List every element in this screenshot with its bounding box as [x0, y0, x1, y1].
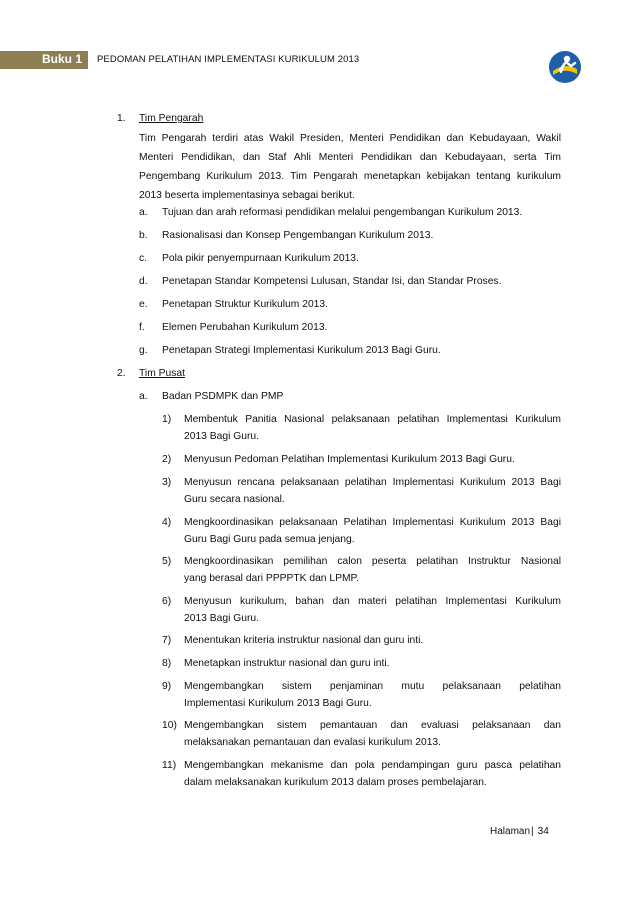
list-item-letter: d. [139, 276, 148, 287]
numbered-item-number: 3) [162, 477, 172, 488]
page-number: 34 [537, 826, 549, 837]
header-title: PEDOMAN PELATIHAN IMPLEMENTASI KURIKULUM 2013 [97, 54, 360, 65]
numbered-item-line: yang berasal dari PPPPTK dan LPMP. [184, 573, 359, 584]
list-item-letter: b. [139, 230, 148, 241]
numbered-item-line: 2013 Bagi Guru. [184, 613, 259, 624]
list-item-text: Tujuan dan arah reformasi pendidikan melalui pengembangan Kurikulum 2013. [162, 207, 523, 218]
numbered-item-number: 4) [162, 517, 172, 528]
tut-wuri-handayani-logo-icon [548, 50, 582, 84]
numbered-item-line: Menyusun rencana pelaksanaan pelatihan Implementasi Kurikulum 2013 Bagi [184, 477, 561, 488]
numbered-item-line: Guru secara nasional. [184, 494, 285, 505]
list-item-letter: g. [139, 345, 148, 356]
numbered-item-line: Mengembangkan sistem penjaminan mutu pelaksanaan pelatihan [184, 681, 561, 692]
numbered-item-number: 1) [162, 414, 172, 425]
numbered-item-line: Menyusun Pedoman Pelatihan Implementasi Kurikulum 2013 Bagi Guru. [184, 454, 515, 465]
numbered-item-line: 2013 Bagi Guru. [184, 431, 259, 442]
section-1-paragraph-line: Pengembang Kurikulum 2013. Tim Pengarah menetapkan kebijakan tentang kurikulum [139, 171, 561, 182]
list-item-letter: a. [139, 207, 148, 218]
numbered-item-line: Implementasi Kurikulum 2013 Bagi Guru. [184, 698, 372, 709]
numbered-item-number: 2) [162, 454, 172, 465]
list-item-letter: c. [139, 253, 148, 264]
numbered-item-line: Membentuk Panitia Nasional pelaksanaan pelatihan Implementasi Kurikulum [184, 414, 561, 425]
list-item-text: Pola pikir penyempurnaan Kurikulum 2013. [162, 253, 359, 264]
numbered-item-number: 7) [162, 635, 172, 646]
list-item-letter: e. [139, 299, 148, 310]
section-1-paragraph-line: 2013 beserta implementasinya sebagai berikut. [139, 190, 355, 201]
numbered-item-line: Menyusun kurikulum, bahan dan materi pelatihan Implementasi Kurikulum [184, 596, 561, 607]
list-item-text: Elemen Perubahan Kurikulum 2013. [162, 322, 328, 333]
numbered-item-number: 8) [162, 658, 172, 669]
numbered-item-number: 10) [162, 720, 177, 731]
numbered-item-line: melaksanakan pemantauan dan evalasi kurikulum 2013. [184, 737, 442, 748]
section-2-heading: Tim Pusat [139, 368, 185, 379]
numbered-item-line: Guru Bagi Guru pada semua jenjang. [184, 534, 355, 545]
numbered-item-line: Menentukan kriteria instruktur nasional dan guru inti. [184, 635, 424, 646]
numbered-item-line: Menetapkan instruktur nasional dan guru inti. [184, 658, 390, 669]
numbered-item-number: 6) [162, 596, 172, 607]
section-1-paragraph-line: Menteri Pendidikan, dan Staf Ahli Menteri Pendidikan dan Kebudayaan, serta Tim [139, 152, 561, 163]
numbered-item-line: Mengembangkan sistem pemantauan dan evaluasi pelaksanaan dan [184, 720, 561, 731]
page-label: Halaman [490, 826, 531, 837]
numbered-item-number: 9) [162, 681, 172, 692]
section-2-number: 2. [117, 368, 126, 379]
numbered-item-line: Mengkoordinasikan pelaksanaan Pelatihan Implementasi Kurikulum 2013 Bagi [184, 517, 561, 528]
list-item-letter: f. [139, 322, 145, 333]
list-item-text: Penetapan Standar Kompetensi Lulusan, Standar Isi, dan Standar Proses. [162, 276, 502, 287]
numbered-item-number: 5) [162, 556, 172, 567]
numbered-item-line: dalam melaksanakan kurikulum 2013 dalam proses pembelajaran. [184, 777, 487, 788]
page-separator: | [531, 826, 534, 837]
book-label: Buku 1 [41, 52, 82, 66]
numbered-item-line: Mengkoordinasikan pemilihan calon peserta pelatihan Instruktur Nasional [184, 556, 561, 567]
list-item-text: Rasionalisasi dan Konsep Pengembangan Kurikulum 2013. [162, 230, 434, 241]
list-item-text: Penetapan Struktur Kurikulum 2013. [162, 299, 328, 310]
numbered-item-number: 11) [162, 760, 177, 771]
page-header [0, 0, 638, 100]
book-label-bar [0, 51, 88, 69]
page-footer [490, 826, 549, 837]
section-1-heading: Tim Pengarah [139, 113, 204, 124]
section-1-paragraph-line: Tim Pengarah terdiri atas Wakil Presiden, Menteri Pendidikan dan Kebudayaan, Wakil [139, 133, 561, 144]
numbered-item-line: Mengembangkan mekanisme dan pola pendampingan guru pasca pelatihan [184, 760, 561, 771]
section-1-number: 1. [117, 113, 126, 124]
sub-section-heading: Badan PSDMPK dan PMP [162, 391, 284, 402]
sub-section-letter: a. [139, 391, 148, 402]
list-item-text: Penetapan Strategi Implementasi Kurikulum 2013 Bagi Guru. [162, 345, 441, 356]
